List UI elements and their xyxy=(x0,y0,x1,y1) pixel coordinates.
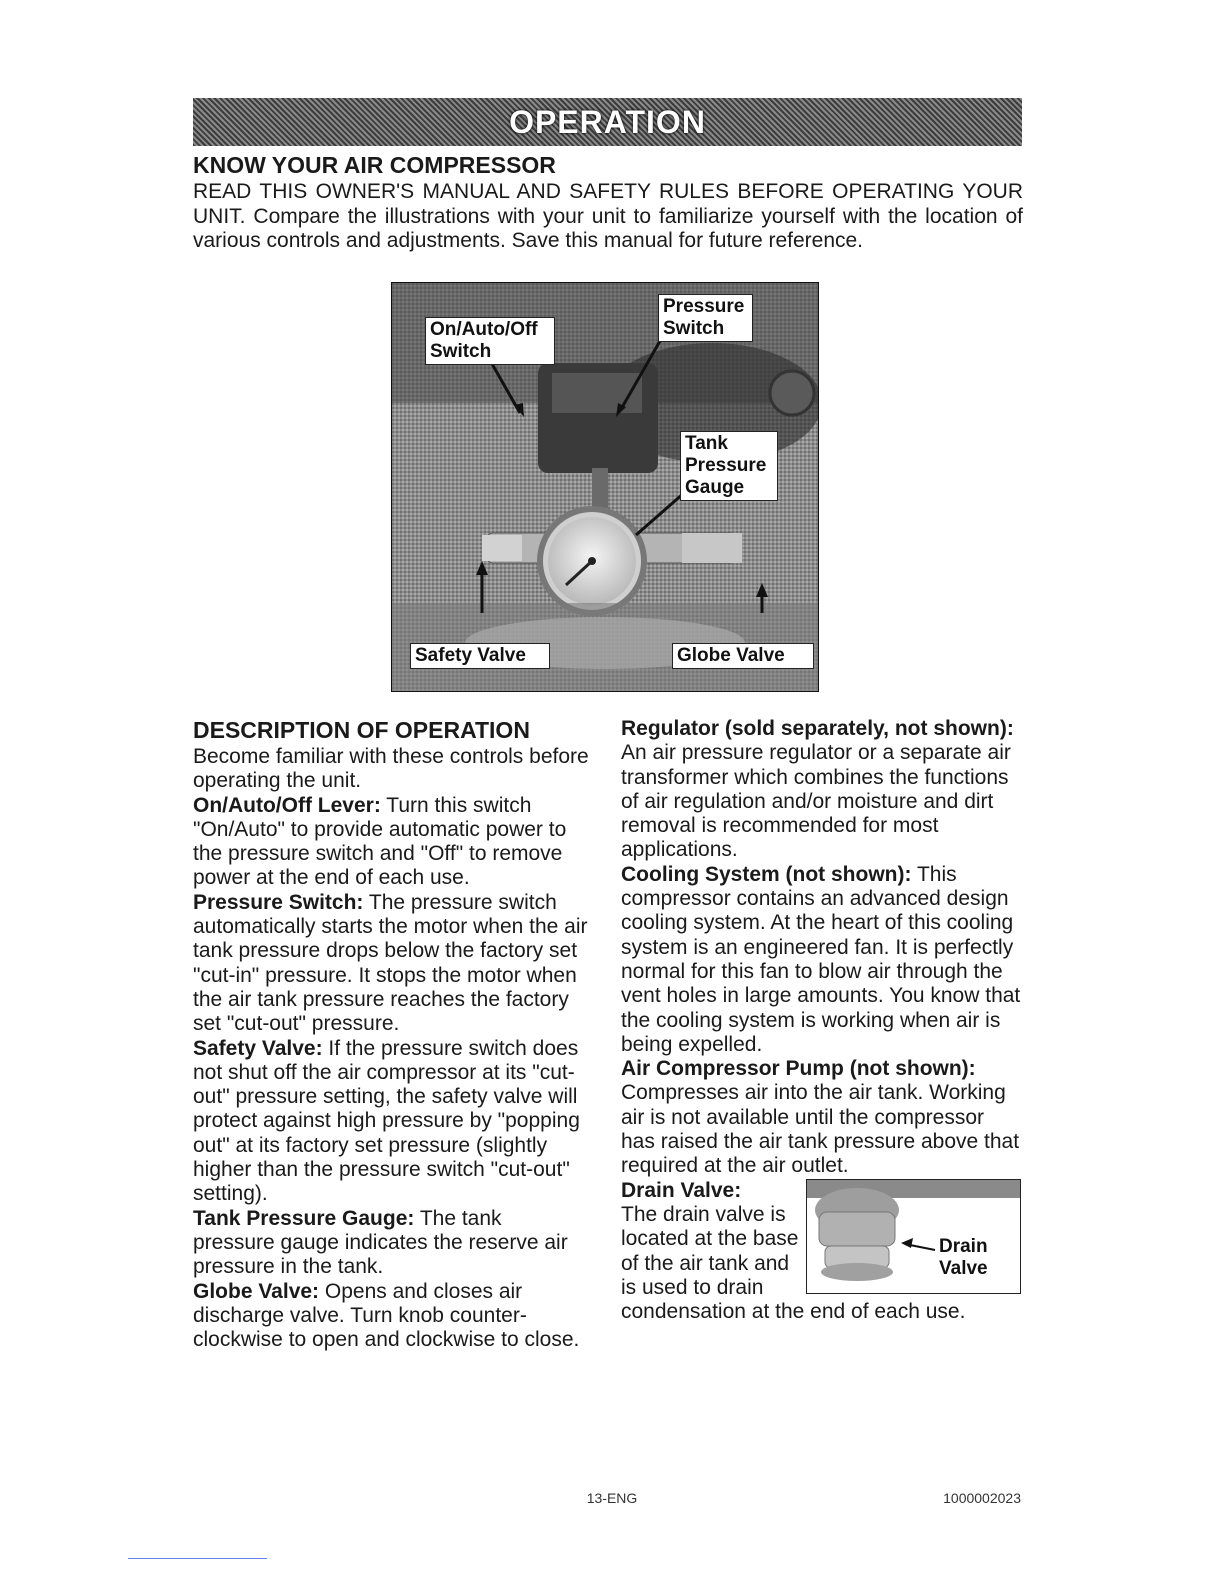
item-cooling-system xyxy=(621,863,1023,1057)
label-tank-pressure-gauge: Tank Pressure Gauge xyxy=(680,431,778,501)
description-right-column xyxy=(621,717,1023,1324)
item-term: Air Compressor Pump (not shown): xyxy=(621,1057,976,1081)
drain-valve-photo xyxy=(806,1179,1021,1294)
item-regulator xyxy=(621,717,1023,863)
item-term: Cooling System (not shown): xyxy=(621,862,912,886)
item-term: Regulator (sold separately, not shown): xyxy=(621,717,1014,740)
label-on-auto-off-switch: On/Auto/Off Switch xyxy=(425,317,555,365)
item-term: Drain Valve: xyxy=(621,1178,742,1202)
item-term: Tank Pressure Gauge: xyxy=(193,1206,415,1230)
item-term: Globe Valve: xyxy=(193,1279,320,1303)
section-banner xyxy=(193,98,1022,146)
divider-line xyxy=(128,1558,267,1559)
label-pressure-switch: Pressure Switch xyxy=(658,294,753,342)
item-air-compressor-pump xyxy=(621,1057,1023,1178)
banner-title: OPERATION xyxy=(509,104,706,140)
item-text: The pressure switch automatically starts the motor when the air tank pressure drops below the factory set "cut-in" pressure. It stops the motor when the air tank pressure reaches the factory set "cut-out" pressure. xyxy=(193,890,588,1036)
description-heading: DESCRIPTION OF OPERATION xyxy=(193,717,530,743)
drain-valve-image-label: Drain Valve xyxy=(939,1235,988,1279)
item-safety-valve xyxy=(193,1037,589,1207)
item-text: An air pressure regulator or a separate air transformer which combines the functions of air regulation and/or moisture and dirt removal is recommended for most applications. xyxy=(621,741,1011,862)
item-text: If the pressure switch does not shut off the air compressor at its "cut-out" pressure setting, the safety valve will protect against high pressure by "popping out" at its factory set pressure (slightly higher than the pressure switch "cut-out" setting). xyxy=(193,1036,580,1206)
compressor-photo xyxy=(391,282,819,692)
label-globe-valve: Globe Valve xyxy=(672,643,814,669)
item-term: Pressure Switch: xyxy=(193,890,364,914)
item-text: The drain valve is located at the base of the air tank and is used to drain condensation at the end of each use. xyxy=(621,1202,966,1324)
item-text: The tank pressure gauge indicates the reserve air pressure in the tank. xyxy=(193,1206,568,1279)
item-pressure-switch xyxy=(193,891,589,1037)
item-tank-pressure-gauge xyxy=(193,1207,589,1280)
item-text: Turn this switch "On/Auto" to provide automatic power to the pressure switch and "Off" to remove power at the end of each use. xyxy=(193,793,567,890)
item-text: This compressor contains an advanced design cooling system. At the heart of this cooling system is an engineered fan. It is perfectly normal for this fan to blow air through the vent holes in large amounts. You know that the cooling system is working when air is being expelled. xyxy=(621,862,1021,1056)
item-globe-valve xyxy=(193,1280,589,1353)
description-intro: Become familiar with these controls before operating the unit. xyxy=(193,745,589,793)
item-text: Opens and closes air discharge valve. Turn knob counter-clockwise to open and clockwise to close. xyxy=(193,1279,580,1352)
page-number: 13-ENG xyxy=(586,1490,638,1506)
item-term: On/Auto/Off Lever: xyxy=(193,793,381,817)
label-safety-valve: Safety Valve xyxy=(410,643,550,669)
know-body: READ THIS OWNER'S MANUAL AND SAFETY RULES BEFORE OPERATING YOUR UNIT. Compare the illustrations with your unit to familiarize yourself with the location of various controls and adjustments. Save this manual for future reference. xyxy=(193,180,1023,252)
document-code: 1000002023 xyxy=(943,1490,1021,1506)
item-text: Compresses air into the air tank. Working air is not available until the compressor has raised the air tank pressure above that required at the air outlet. xyxy=(621,1081,1020,1178)
item-term: Safety Valve: xyxy=(193,1036,323,1060)
description-left-column xyxy=(193,717,589,1352)
item-on-auto-off-lever xyxy=(193,794,589,891)
know-heading: KNOW YOUR AIR COMPRESSOR xyxy=(193,152,556,178)
